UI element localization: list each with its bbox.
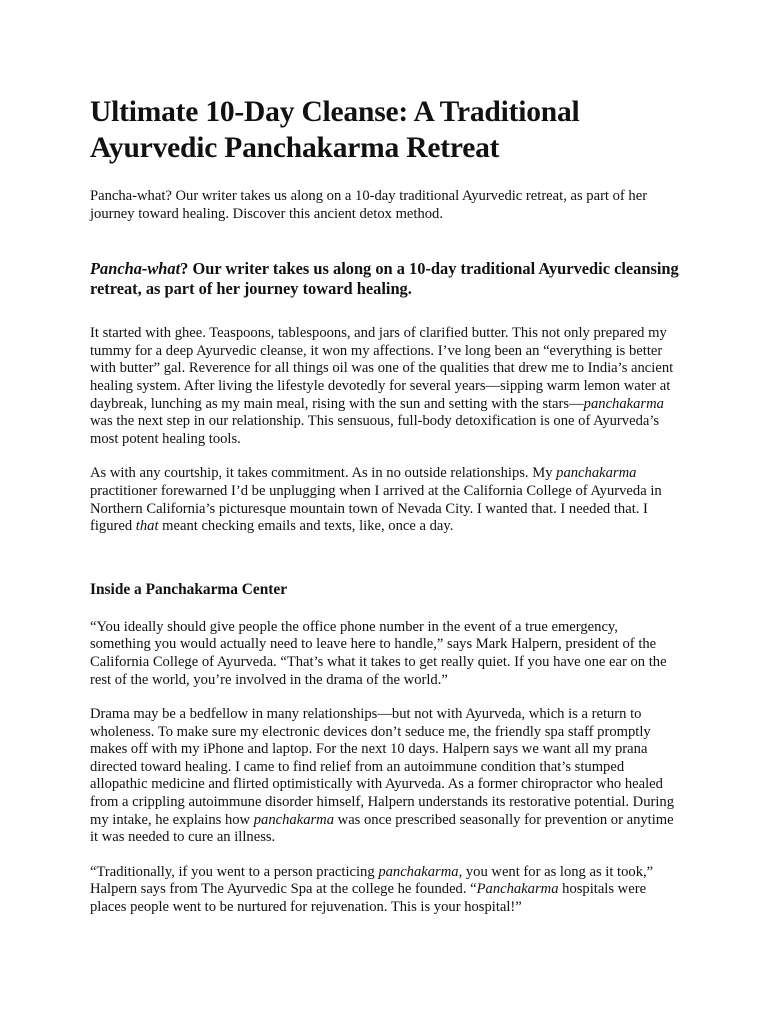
subhead-italic: Pancha-what <box>90 259 181 279</box>
section-heading: Inside a Panchakarma Center <box>90 580 288 598</box>
paragraph-4 <box>90 706 680 847</box>
p5-italic-b: panchakarma <box>378 863 459 880</box>
subhead-rest: ? Our writer takes us along on a 10-day traditional Ayurvedic cleansing retreat, as part of her journey toward healing. <box>90 259 679 299</box>
article-subhead <box>90 259 680 299</box>
p1-text-c: was the next step in our relationship. This sensuous, full-body detoxification is one of Ayurveda’s most potent healing tools. <box>90 413 660 447</box>
p5-text-e: hospitals were places people went to be nurtured for rejuvenation. This is your hospital!” <box>90 881 647 916</box>
paragraph-3: “You ideally should give people the office phone number in the event of a true emergency, something you would actually need to leave here to handle,” says Mark Halpern, president of the California College of Ayurveda. “That’s what it takes to get really quiet. If you have one ear on the rest of the world, you’re involved in the drama of the world.” <box>90 618 667 688</box>
p2-text-a: As with any courtship, it takes commitment. As in no outside relationships. My <box>90 465 557 482</box>
p4-text-a: Drama may be a bedfellow in many relationships—but not with Ayurveda, which is a return to wholeness. To make sure my electronic devices don’t seduce me, the friendly spa staff promptly makes off with my iPhone and laptop. For the next 10 days. Halpern says we want all my prana directed toward healing. I came to find relief from an autoimmune condition that’s stumped allopathic medicine and flirted optimistically with Ayurveda. As a former chiropractor who healed from a crippling autoimmune disorder himself, Halpern understands its restorative potential. During my intake, he explains how <box>90 706 675 828</box>
paragraph-2 <box>90 465 680 535</box>
p2-italic-b: panchakarma <box>556 465 637 482</box>
p4-text-c: was once prescribed seasonally for prevention or anytime it was needed to cure an illness. <box>90 811 674 846</box>
p2-text-c: practitioner forewarned I’d be unplugging when I arrived at the California College of Ayurveda in Northern California’s picturesque mountain town of Nevada City. I wanted that. I needed that. I figured <box>90 482 662 535</box>
p1-text-a: It started with ghee. Teaspoons, tablespoons, and jars of clarified butter. This not only prepared my tummy for a deep Ayurvedic cleanse, it won my affections. I’ve long been an “everything is better with butter” gal. Reverence for all things oil was one of the qualities that drew me to India’s ancient healing system. After living the lifestyle devotedly for several years—sipping warm lemon water at daybreak, lunching as my main meal, rising with the sun and setting with the stars— <box>90 325 674 412</box>
p1-italic-b: panchakarma <box>583 395 664 412</box>
p5-text-a: “Traditionally, if you went to a person practicing <box>90 863 379 880</box>
paragraph-5 <box>90 864 680 917</box>
p2-text-e: meant checking emails and texts, like, once a day. <box>158 518 454 535</box>
p4-italic-b: panchakarma <box>253 811 335 828</box>
paragraph-1 <box>90 325 680 448</box>
article <box>90 94 680 934</box>
article-title: Ultimate 10-Day Cleanse: A Traditional Ayurvedic Panchakarma Retreat <box>90 96 580 164</box>
p5-italic-d: Panchakarma <box>476 881 559 898</box>
p5-text-c: , you went for as long as it took,” Halpern says from The Ayurvedic Spa at the college he founded. “ <box>90 863 654 898</box>
article-dek: Pancha-what? Our writer takes us along on a 10-day traditional Ayurvedic retreat, as part of her journey toward healing. Discover this ancient detox method. <box>90 188 648 222</box>
p2-italic-d: that <box>135 518 159 535</box>
